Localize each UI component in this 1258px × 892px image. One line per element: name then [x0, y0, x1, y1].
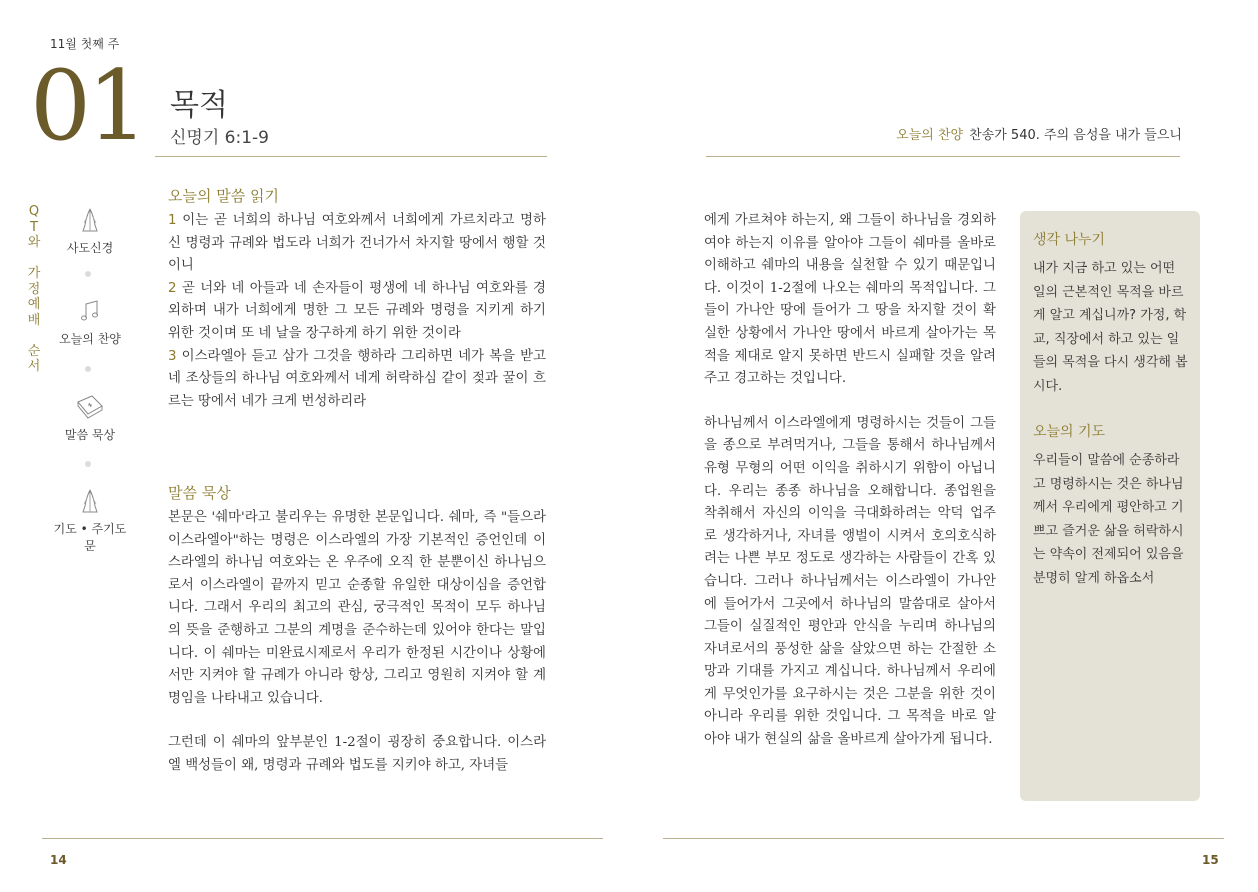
bible-icon — [74, 392, 106, 422]
vertical-char: T — [30, 219, 38, 235]
verse-number: 3 — [168, 348, 177, 364]
meditation-paragraph: 하나님께서 이스라엘에게 명령하시는 것들이 그들을 종으로 부려먹거나, 그들을 통해서 하나님께서 유형 무형의 어떤 이익을 취하시기 위함이 아닙니다. 우리는 종종 하나님을 오해합니다. 종업원을 착취해서 자신의 이익을 극대화하려는 악덕 업주로 생각하거나, 자녀를 앵벌이 시켜서 호의호식하려는 나쁜 부모 정도로 생각하는 사람들이 간혹 있습니다. 그러나 하나님께서는 이스라엘이 가나안에 들어가서 그곳에서 하나님의 말씀대로 살아서 그들이 실질적인 평안과 안식을 누리며 하나님의 자녀로서의 풍성한 삶을 살았으면 하는 간절한 소망과 기대를 가지고 계십니다. 하나님께서 우리에게 무엇인가를 요구하시는 것은 그분을 위한 것이 아니라 우리를 위한 것입니다. 그 목적을 바로 알아야 내가 현실의 삶을 올바르게 살아가게 됩니다. — [704, 415, 996, 748]
vertical-char: 배 — [27, 312, 41, 328]
verse-item — [168, 278, 546, 346]
verse-number: 2 — [168, 280, 177, 296]
nav-label: 오늘의 찬양 — [59, 332, 121, 346]
nav-separator-dot — [85, 366, 91, 372]
reflection-box — [1020, 211, 1200, 801]
nav-apostles-creed — [50, 205, 130, 256]
vertical-gap — [26, 328, 42, 344]
sharing-heading: 생각 나누기 — [1033, 232, 1106, 248]
hymn-label: 오늘의 찬양 — [896, 128, 964, 143]
page-title: 목적 — [170, 88, 228, 123]
vertical-char: 정 — [27, 281, 41, 297]
vertical-title — [26, 204, 42, 375]
vertical-char: 가 — [27, 266, 41, 281]
praying-hands-icon — [75, 486, 105, 516]
vertical-char: 순 — [27, 343, 41, 359]
vertical-char: 서 — [27, 359, 41, 374]
nav-separator-dot — [85, 271, 91, 277]
verse-item — [168, 346, 546, 414]
music-note-icon — [75, 296, 105, 326]
lesson-number: 01 — [30, 50, 145, 162]
vertical-gap — [26, 251, 42, 267]
verse-text: 곧 너와 네 아들과 네 손자들이 평생에 네 하나님 여호와를 경외하며 내가 너희에게 명한 그 모든 규례와 명령을 지키게 하기 위한 것이며 또 네 날을 장구하게 하기 위한 것이라 — [168, 280, 546, 341]
sharing-text: 내가 지금 하고 있는 어떤 일의 근본적인 목적을 바르게 알고 계십니까? 가정, 학교, 직장에서 하고 있는 일들의 목적을 다시 생각해 봅시다. — [1033, 261, 1188, 394]
footer-divider-right — [663, 838, 1224, 839]
meditation-paragraph: 본문은 '쉐마'라고 불리우는 유명한 본문입니다. 쉐마, 즉 "들으라 이스라엘아"하는 명령은 이스라엘의 가장 기본적인 증언인데 이스라엘의 하나님 여호와는 온 우주에 오직 한 분뿐이신 하나님으로서 이스라엘이 끝까지 믿고 순종할 유일한 대상이심을 증언합니다. 그래서 우리의 최고의 관심, 궁극적인 목적이 모두 하나님의 뜻을 준행하고 그분의 계명을 준수하는데 있어야 한다는 말입니다. 이 쉐마는 미완료시제로서 우리가 한정된 시간이나 상황에서만 지켜야 할 규례가 아니라 항상, 그리고 영원히 지켜야 할 계명임을 나타내고 있습니다. — [168, 510, 546, 706]
nav-todays-hymn — [50, 296, 130, 347]
page-number-right: 15 — [1202, 853, 1219, 867]
todays-hymn — [896, 124, 1182, 143]
nav-prayer-lords-prayer — [50, 486, 130, 554]
verse-text: 이스라엘아 듣고 삼가 그것을 행하라 그리하면 네가 복을 받고 네 조상들의 하나님 여호와께서 네게 허락하심 같이 젖과 꿀이 흐르는 땅에서 네가 크게 번성하리라 — [168, 348, 546, 409]
reading-heading: 오늘의 말씀 읽기 — [168, 187, 279, 205]
footer-divider-left — [42, 838, 603, 839]
header-divider-left — [155, 156, 547, 157]
verse-item — [168, 210, 546, 278]
nav-separator-dot — [85, 461, 91, 467]
meditation-left-column — [168, 507, 546, 800]
nav-label: 사도신경 — [66, 241, 114, 255]
week-label: 11월 첫째 주 — [50, 37, 120, 51]
page-number-left: 14 — [50, 853, 67, 867]
praying-hands-icon — [75, 205, 105, 235]
verse-list — [168, 210, 546, 413]
meditation-paragraph: 그런데 이 쉐마의 앞부분인 1-2절이 굉장히 중요합니다. 이스라엘 백성들이 왜, 명령과 규례와 법도를 지키야 하고, 자녀들 — [168, 735, 546, 773]
scripture-reference: 신명기 6:1-9 — [170, 128, 269, 148]
meditation-heading: 말씀 묵상 — [168, 484, 231, 502]
vertical-char: 예 — [27, 297, 41, 312]
vertical-char: Q — [28, 204, 40, 219]
meditation-right-column — [704, 210, 996, 774]
nav-word-meditation — [50, 392, 130, 443]
prayer-text: 우리들이 말씀에 순종하라고 명령하시는 것은 하나님께서 우리에게 평안하고 기쁘고 즐거운 삶을 허락하시는 약속이 전제되어 있음을 분명히 알게 하옵소서 — [1033, 453, 1184, 586]
nav-label: 말씀 묵상 — [64, 428, 116, 442]
prayer-heading: 오늘의 기도 — [1033, 424, 1106, 440]
nav-label: 기도 • 주기도문 — [53, 522, 127, 553]
hymn-text: 찬송가 540. 주의 음성을 내가 들으니 — [969, 128, 1182, 143]
meditation-paragraph: 에게 가르쳐야 하는지, 왜 그들이 하나님을 경외하여야 하는지 이유를 알아야 그들이 쉐마를 올바로 이해하고 쉐마의 내용을 실천할 수 있기 때문입니다. 이것이 1-2절에 나오는 쉐마의 목적입니다. 그들이 가나안 땅에 들어가 그 땅을 차지할 것이 확실한 상황에서 가나안 땅에서 바르게 살아가는 목적을 제대로 알지 못하면 반드시 실패할 것을 알려주고 경고하는 것입니다. — [704, 213, 996, 387]
vertical-char: 와 — [27, 235, 41, 250]
verse-number: 1 — [168, 213, 177, 228]
verse-text: 이는 곧 너희의 하나님 여호와께서 너희에게 가르치라고 명하신 명령과 규례와 법도라 너희가 건너가서 차지할 땅에서 행할 것이니 — [168, 213, 546, 274]
header-divider-right — [706, 156, 1180, 157]
